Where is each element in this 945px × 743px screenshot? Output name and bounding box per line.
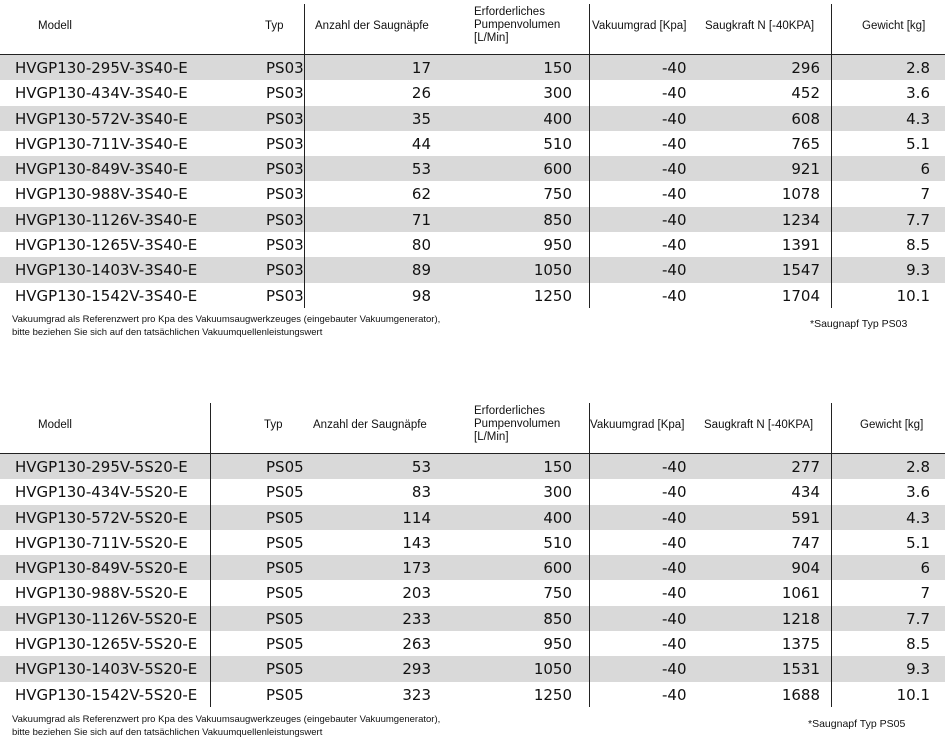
cell-gewicht: 3.6 <box>906 483 930 502</box>
cell-kraft: 1547 <box>781 261 820 280</box>
cell-typ: PS03 <box>266 261 304 280</box>
cell-vakuum: -40 <box>662 483 687 502</box>
table-row <box>0 181 945 206</box>
cell-pumpe: 400 <box>543 109 572 128</box>
cell-modell: HVGP130-711V-5S20-E <box>15 533 188 552</box>
cell-vakuum: -40 <box>662 559 687 578</box>
header-vakuumgrad: Vakuumgrad [Kpa] <box>590 419 685 431</box>
header-pumpe-line1: Erforderliches <box>474 6 545 18</box>
table-body <box>0 454 945 707</box>
cell-kraft: 921 <box>791 160 820 179</box>
cell-pumpe: 300 <box>543 483 572 502</box>
cell-vakuum: -40 <box>662 458 687 476</box>
cell-typ: PS05 <box>266 508 304 527</box>
cell-modell: HVGP130-295V-5S20-E <box>15 458 188 476</box>
table-row <box>0 530 945 555</box>
table-row <box>0 606 945 631</box>
table-row <box>0 55 945 80</box>
cell-anzahl: 83 <box>411 483 431 502</box>
cell-gewicht: 4.3 <box>906 109 930 128</box>
cell-typ: PS03 <box>266 236 304 255</box>
cell-kraft: 591 <box>791 508 820 527</box>
header-anzahl: Anzahl der Saugnäpfe <box>313 419 427 431</box>
header-pumpe-line2: Pumpenvolumen <box>474 19 561 31</box>
table-header <box>0 403 945 454</box>
cell-kraft: 765 <box>791 134 820 153</box>
table-row <box>0 505 945 530</box>
cell-pumpe: 510 <box>543 134 572 153</box>
cell-pumpe: 950 <box>543 635 572 654</box>
suction-cup-footnote: *Saugnapf Typ PS05 <box>808 718 906 730</box>
cell-anzahl: 233 <box>402 609 431 628</box>
cell-typ: PS05 <box>266 584 304 603</box>
column-divider <box>210 403 211 707</box>
cell-anzahl: 203 <box>402 584 431 603</box>
cell-kraft: 1234 <box>781 210 820 229</box>
table-row <box>0 454 945 479</box>
cell-modell: HVGP130-1265V-5S20-E <box>15 635 198 654</box>
note-line2: bitte beziehen Sie sich auf den tatsächlichen Vakuumquellenleistungswert <box>12 727 323 738</box>
cell-vakuum: -40 <box>662 160 687 179</box>
cell-modell: HVGP130-711V-3S40-E <box>15 134 188 153</box>
note-line1: Vakuumgrad als Referenzwert pro Kpa des Vakuumsaugwerkzeuges (eingebauter Vakuumgenerator), <box>12 714 441 725</box>
cell-anzahl: 53 <box>411 160 431 179</box>
header-saugkraft: Saugkraft N [-40KPA] <box>704 419 814 431</box>
suction-cup-footnote: *Saugnapf Typ PS03 <box>810 318 908 330</box>
cell-gewicht: 5.1 <box>906 533 930 552</box>
cell-kraft: 1704 <box>781 286 820 305</box>
cell-gewicht: 7 <box>920 185 930 204</box>
cell-anzahl: 293 <box>402 660 431 679</box>
cell-vakuum: -40 <box>662 134 687 153</box>
cell-pumpe: 150 <box>543 458 572 476</box>
table-row <box>0 131 945 156</box>
header-anzahl: Anzahl der Saugnäpfe <box>315 20 429 32</box>
header-pumpe-line2: Pumpenvolumen <box>474 418 561 430</box>
table-row <box>0 283 945 308</box>
cell-kraft: 1688 <box>781 685 820 704</box>
table-row <box>0 682 945 707</box>
cell-anzahl: 62 <box>411 185 431 204</box>
cell-typ: PS05 <box>266 533 304 552</box>
cell-vakuum: -40 <box>662 236 687 255</box>
cell-modell: HVGP130-1403V-5S20-E <box>15 660 198 679</box>
cell-vakuum: -40 <box>662 609 687 628</box>
spec-table-ps03 <box>0 4 945 308</box>
cell-kraft: 747 <box>791 533 820 552</box>
cell-kraft: 296 <box>791 59 820 77</box>
table-row <box>0 555 945 580</box>
cell-kraft: 1375 <box>781 635 820 654</box>
column-divider <box>831 403 832 707</box>
cell-typ: PS03 <box>266 160 304 179</box>
cell-gewicht: 3.6 <box>906 84 930 103</box>
cell-vakuum: -40 <box>662 185 687 204</box>
cell-anzahl: 263 <box>402 635 431 654</box>
cell-anzahl: 323 <box>402 685 431 704</box>
cell-gewicht: 4.3 <box>906 508 930 527</box>
table-body <box>0 55 945 308</box>
cell-typ: PS03 <box>266 59 304 77</box>
cell-gewicht: 9.3 <box>906 261 930 280</box>
cell-kraft: 277 <box>791 458 820 476</box>
cell-vakuum: -40 <box>662 84 687 103</box>
cell-typ: PS03 <box>266 210 304 229</box>
header-pumpe-line3: [L/Min] <box>474 431 509 443</box>
reference-note <box>12 713 440 739</box>
cell-modell: HVGP130-1126V-3S40-E <box>15 210 198 229</box>
cell-pumpe: 600 <box>543 559 572 578</box>
cell-kraft: 1391 <box>781 236 820 255</box>
note-line2: bitte beziehen Sie sich auf den tatsächlichen Vakuumquellenleistungswert <box>12 327 323 338</box>
cell-kraft: 1218 <box>781 609 820 628</box>
cell-pumpe: 300 <box>543 84 572 103</box>
cell-kraft: 434 <box>791 483 820 502</box>
column-divider <box>304 4 305 308</box>
header-pumpe-line3: [L/Min] <box>474 32 509 44</box>
header-vakuumgrad: Vakuumgrad [Kpa] <box>592 20 687 32</box>
cell-pumpe: 950 <box>543 236 572 255</box>
table-row <box>0 479 945 504</box>
column-divider <box>589 4 590 308</box>
table-header <box>0 4 945 55</box>
cell-modell: HVGP130-1403V-3S40-E <box>15 261 198 280</box>
cell-kraft: 608 <box>791 109 820 128</box>
header-typ: Typ <box>265 20 284 32</box>
cell-modell: HVGP130-434V-5S20-E <box>15 483 188 502</box>
cell-modell: HVGP130-572V-3S40-E <box>15 109 188 128</box>
cell-pumpe: 1050 <box>533 261 572 280</box>
header-modell: Modell <box>38 419 72 431</box>
cell-modell: HVGP130-988V-3S40-E <box>15 185 188 204</box>
cell-typ: PS03 <box>266 134 304 153</box>
cell-vakuum: -40 <box>662 660 687 679</box>
cell-anzahl: 114 <box>402 508 431 527</box>
cell-gewicht: 8.5 <box>906 236 930 255</box>
cell-typ: PS05 <box>266 660 304 679</box>
cell-pumpe: 1250 <box>533 286 572 305</box>
cell-anzahl: 80 <box>411 236 431 255</box>
cell-vakuum: -40 <box>662 584 687 603</box>
cell-modell: HVGP130-1542V-5S20-E <box>15 685 198 704</box>
cell-anzahl: 17 <box>411 59 431 77</box>
cell-gewicht: 8.5 <box>906 635 930 654</box>
cell-anzahl: 143 <box>402 533 431 552</box>
cell-typ: PS03 <box>266 109 304 128</box>
cell-pumpe: 750 <box>543 584 572 603</box>
cell-pumpe: 150 <box>543 59 572 77</box>
cell-modell: HVGP130-1126V-5S20-E <box>15 609 198 628</box>
spec-table-ps05 <box>0 403 945 707</box>
cell-gewicht: 7 <box>920 584 930 603</box>
header-pumpe-line1: Erforderliches <box>474 405 545 417</box>
cell-vakuum: -40 <box>662 109 687 128</box>
cell-modell: HVGP130-988V-5S20-E <box>15 584 188 603</box>
cell-kraft: 904 <box>791 559 820 578</box>
cell-anzahl: 53 <box>411 458 431 476</box>
cell-pumpe: 1250 <box>533 685 572 704</box>
table-row <box>0 631 945 656</box>
cell-kraft: 1531 <box>781 660 820 679</box>
cell-pumpe: 850 <box>543 210 572 229</box>
cell-gewicht: 7.7 <box>906 609 930 628</box>
cell-vakuum: -40 <box>662 635 687 654</box>
table-row <box>0 80 945 105</box>
cell-kraft: 1061 <box>781 584 820 603</box>
header-gewicht: Gewicht [kg] <box>862 20 926 32</box>
cell-gewicht: 6 <box>920 559 930 578</box>
table-row <box>0 207 945 232</box>
column-divider <box>589 403 590 707</box>
cell-gewicht: 6 <box>920 160 930 179</box>
table-row <box>0 106 945 131</box>
header-pumpe <box>474 6 560 45</box>
cell-pumpe: 750 <box>543 185 572 204</box>
cell-modell: HVGP130-849V-3S40-E <box>15 160 188 179</box>
cell-pumpe: 510 <box>543 533 572 552</box>
table-row <box>0 257 945 282</box>
cell-typ: PS03 <box>266 84 304 103</box>
cell-vakuum: -40 <box>662 508 687 527</box>
cell-kraft: 1078 <box>781 185 820 204</box>
cell-pumpe: 400 <box>543 508 572 527</box>
note-line1: Vakuumgrad als Referenzwert pro Kpa des Vakuumsaugwerkzeuges (eingebauter Vakuumgenerator), <box>12 314 441 325</box>
cell-modell: HVGP130-572V-5S20-E <box>15 508 188 527</box>
table-row <box>0 232 945 257</box>
header-modell: Modell <box>38 20 72 32</box>
cell-vakuum: -40 <box>662 685 687 704</box>
cell-anzahl: 98 <box>411 286 431 305</box>
cell-gewicht: 9.3 <box>906 660 930 679</box>
table-row <box>0 580 945 605</box>
cell-typ: PS05 <box>266 559 304 578</box>
cell-anzahl: 35 <box>411 109 431 128</box>
cell-vakuum: -40 <box>662 59 687 77</box>
cell-gewicht: 5.1 <box>906 134 930 153</box>
cell-modell: HVGP130-1542V-3S40-E <box>15 286 198 305</box>
table-row <box>0 656 945 681</box>
cell-vakuum: -40 <box>662 533 687 552</box>
cell-typ: PS05 <box>266 483 304 502</box>
cell-anzahl: 89 <box>411 261 431 280</box>
cell-modell: HVGP130-849V-5S20-E <box>15 559 188 578</box>
cell-vakuum: -40 <box>662 286 687 305</box>
cell-typ: PS03 <box>266 286 304 305</box>
cell-gewicht: 2.8 <box>906 458 930 476</box>
cell-kraft: 452 <box>791 84 820 103</box>
table-row <box>0 156 945 181</box>
cell-typ: PS05 <box>266 635 304 654</box>
header-pumpe <box>474 405 560 444</box>
cell-vakuum: -40 <box>662 210 687 229</box>
reference-note <box>12 313 440 339</box>
cell-gewicht: 2.8 <box>906 59 930 77</box>
header-gewicht: Gewicht [kg] <box>860 419 924 431</box>
cell-typ: PS03 <box>266 185 304 204</box>
cell-typ: PS05 <box>266 685 304 704</box>
cell-gewicht: 10.1 <box>896 685 930 704</box>
cell-pumpe: 600 <box>543 160 572 179</box>
cell-typ: PS05 <box>266 458 304 476</box>
cell-typ: PS05 <box>266 609 304 628</box>
cell-pumpe: 850 <box>543 609 572 628</box>
cell-modell: HVGP130-434V-3S40-E <box>15 84 188 103</box>
cell-modell: HVGP130-295V-3S40-E <box>15 59 188 77</box>
cell-anzahl: 71 <box>411 210 431 229</box>
cell-modell: HVGP130-1265V-3S40-E <box>15 236 198 255</box>
cell-vakuum: -40 <box>662 261 687 280</box>
header-saugkraft: Saugkraft N [-40KPA] <box>705 20 815 32</box>
cell-pumpe: 1050 <box>533 660 572 679</box>
cell-gewicht: 7.7 <box>906 210 930 229</box>
column-divider <box>831 4 832 308</box>
cell-anzahl: 26 <box>411 84 431 103</box>
cell-anzahl: 173 <box>402 559 431 578</box>
cell-gewicht: 10.1 <box>896 286 930 305</box>
cell-anzahl: 44 <box>411 134 431 153</box>
header-typ: Typ <box>264 419 283 431</box>
